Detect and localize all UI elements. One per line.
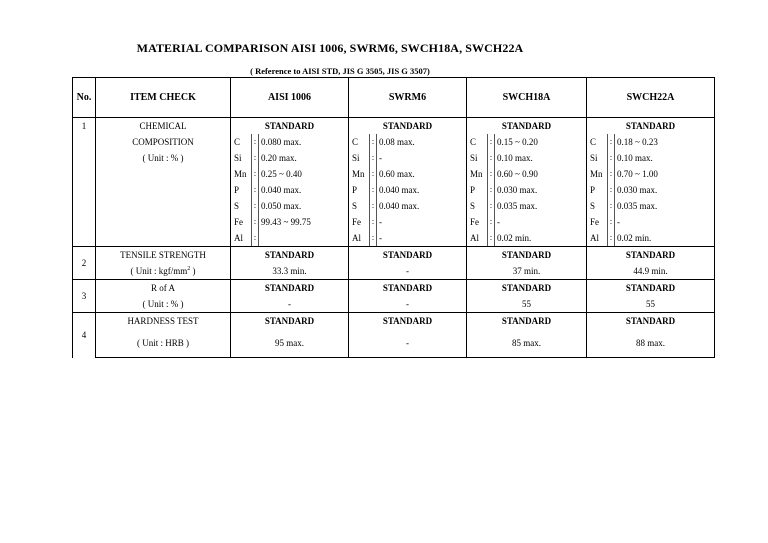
element-symbol: Mn [231, 166, 252, 182]
standard-label: STANDARD [231, 247, 349, 264]
element-value: 0.10 max. [497, 153, 533, 163]
table-row [73, 166, 715, 182]
row-number: 4 [73, 313, 96, 358]
table-row [73, 263, 715, 280]
item-label [96, 214, 231, 230]
composition-cell [467, 166, 587, 182]
table-row [73, 198, 715, 214]
header-material: AISI 1006 [231, 78, 349, 118]
item-label [96, 230, 231, 247]
element-separator: : [252, 134, 259, 150]
element-value: 0.040 max. [261, 185, 302, 195]
value-cell: 55 [587, 296, 715, 313]
item-label: R of A [96, 280, 231, 297]
element-separator: : [252, 198, 259, 214]
value-cell: 88 max. [587, 329, 715, 358]
standard-label: STANDARD [349, 247, 467, 264]
element-symbol: Si [587, 150, 608, 166]
element-symbol: Fe [231, 214, 252, 230]
element-separator: : [252, 230, 259, 246]
item-unit: ( Unit : % ) [96, 150, 231, 166]
value-cell: 95 max. [231, 329, 349, 358]
element-separator: : [252, 150, 259, 166]
element-symbol: Mn [349, 166, 370, 182]
element-symbol: Fe [467, 214, 488, 230]
element-separator: : [608, 134, 615, 150]
element-value: - [617, 217, 620, 227]
header-material: SWCH18A [467, 78, 587, 118]
composition-cell [587, 182, 715, 198]
element-value: - [379, 153, 382, 163]
element-value: 0.030 max. [617, 185, 658, 195]
element-symbol: Fe [349, 214, 370, 230]
item-sub-label: COMPOSITION [96, 134, 231, 150]
standard-label: STANDARD [587, 280, 715, 297]
element-value: 0.18 ~ 0.23 [617, 137, 658, 147]
standard-label: STANDARD [467, 247, 587, 264]
row-number: 2 [73, 247, 96, 280]
table-row [73, 247, 715, 264]
element-value: 0.02 min. [497, 233, 532, 243]
header-material: SWCH22A [587, 78, 715, 118]
element-symbol: Mn [467, 166, 488, 182]
element-symbol: Al [587, 230, 608, 246]
row-number [73, 134, 96, 150]
element-separator: : [488, 198, 495, 214]
element-value: 0.02 min. [617, 233, 652, 243]
table-row [73, 118, 715, 135]
table-row [73, 296, 715, 313]
item-label [96, 182, 231, 198]
row-number [73, 182, 96, 198]
composition-cell [231, 182, 349, 198]
element-separator: : [608, 150, 615, 166]
element-separator: : [488, 166, 495, 182]
standard-label: STANDARD [467, 313, 587, 330]
element-separator: : [488, 182, 495, 198]
composition-cell [467, 198, 587, 214]
row-number: 3 [73, 280, 96, 313]
element-value: 0.035 max. [497, 201, 538, 211]
element-value: 0.60 ~ 0.90 [497, 169, 538, 179]
composition-cell [587, 134, 715, 150]
element-value: 0.60 max. [379, 169, 415, 179]
row-number [73, 198, 96, 214]
element-symbol: C [231, 134, 252, 150]
row-number [73, 230, 96, 247]
element-value: 0.035 max. [617, 201, 658, 211]
element-separator: : [488, 230, 495, 246]
element-separator: : [252, 182, 259, 198]
page-title: MATERIAL COMPARISON AISI 1006, SWRM6, SWCH18A, SWCH22A [136, 41, 524, 55]
header-item-check: ITEM CHECK [96, 78, 231, 118]
table-row [73, 150, 715, 166]
element-separator: : [370, 182, 377, 198]
element-value: 0.080 max. [261, 137, 302, 147]
element-separator: : [370, 134, 377, 150]
element-separator: : [608, 230, 615, 246]
item-label: CHEMICAL [96, 118, 231, 135]
value-cell: - [231, 296, 349, 313]
standard-label: STANDARD [231, 280, 349, 297]
composition-cell [587, 166, 715, 182]
composition-cell [231, 198, 349, 214]
composition-cell [467, 150, 587, 166]
row-number [73, 214, 96, 230]
element-separator: : [370, 150, 377, 166]
value-cell: 37 min. [467, 263, 587, 280]
element-value: 0.10 max. [617, 153, 653, 163]
element-value: 0.25 ~ 0.40 [261, 169, 302, 179]
standard-label: STANDARD [349, 118, 467, 135]
element-separator: : [608, 214, 615, 230]
standard-label: STANDARD [587, 247, 715, 264]
element-symbol: Si [231, 150, 252, 166]
element-value: 99.43 ~ 99.75 [261, 217, 311, 227]
composition-cell [231, 166, 349, 182]
element-value: 0.20 max. [261, 153, 297, 163]
element-symbol: P [349, 182, 370, 198]
composition-cell [587, 150, 715, 166]
composition-cell [349, 182, 467, 198]
element-separator: : [488, 134, 495, 150]
composition-cell [231, 230, 349, 247]
element-symbol: Fe [587, 214, 608, 230]
value-cell: 85 max. [467, 329, 587, 358]
standard-label: STANDARD [587, 313, 715, 330]
composition-cell [349, 134, 467, 150]
table-row [73, 182, 715, 198]
item-label: TENSILE STRENGTH [96, 247, 231, 264]
value-cell: - [349, 263, 467, 280]
element-symbol: Al [467, 230, 488, 246]
element-value [259, 230, 348, 246]
table-row [73, 329, 715, 358]
element-separator: : [252, 214, 259, 230]
composition-cell [349, 198, 467, 214]
element-separator: : [252, 166, 259, 182]
composition-cell [231, 134, 349, 150]
element-separator: : [488, 150, 495, 166]
value-cell: 44.9 min. [587, 263, 715, 280]
composition-cell [587, 214, 715, 230]
element-separator: : [370, 230, 377, 246]
table-row [73, 313, 715, 330]
row-number [73, 150, 96, 166]
element-value: 0.040 max. [379, 185, 420, 195]
composition-cell [349, 166, 467, 182]
standard-label: STANDARD [467, 280, 587, 297]
standard-label: STANDARD [231, 118, 349, 135]
value-cell: 55 [467, 296, 587, 313]
element-value: 0.15 ~ 0.20 [497, 137, 538, 147]
unit-text: ) [190, 266, 196, 276]
element-symbol: P [467, 182, 488, 198]
table-row [73, 134, 715, 150]
element-symbol: S [587, 198, 608, 214]
page-subtitle: ( Reference to AISI STD, JIS G 3505, JIS G 3507) [250, 66, 430, 76]
composition-cell [467, 134, 587, 150]
unit-text: ( Unit : kgf/mm [130, 266, 188, 276]
table-header-row [73, 78, 715, 118]
composition-cell [467, 230, 587, 247]
unit-superscript: 2 [187, 266, 191, 272]
table-row [73, 280, 715, 297]
element-separator: : [370, 198, 377, 214]
item-unit: ( Unit : HRB ) [96, 329, 231, 358]
element-separator: : [370, 166, 377, 182]
element-separator: : [608, 166, 615, 182]
standard-label: STANDARD [231, 313, 349, 330]
composition-cell [231, 150, 349, 166]
element-value: 0.050 max. [261, 201, 302, 211]
header-material: SWRM6 [349, 78, 467, 118]
value-cell: - [349, 296, 467, 313]
composition-cell [587, 198, 715, 214]
item-label [96, 166, 231, 182]
standard-label: STANDARD [349, 313, 467, 330]
element-value: 0.08 max. [379, 137, 415, 147]
element-symbol: C [349, 134, 370, 150]
standard-label: STANDARD [467, 118, 587, 135]
item-label: HARDNESS TEST [96, 313, 231, 330]
element-value: - [379, 217, 382, 227]
composition-cell [349, 214, 467, 230]
comparison-table [72, 77, 715, 358]
element-symbol: S [467, 198, 488, 214]
value-cell: 33.3 min. [231, 263, 349, 280]
standard-label: STANDARD [349, 280, 467, 297]
element-separator: : [370, 214, 377, 230]
element-symbol: Al [349, 230, 370, 246]
element-separator: : [488, 214, 495, 230]
composition-cell [587, 230, 715, 247]
value-cell: - [349, 329, 467, 358]
element-symbol: Al [231, 230, 252, 246]
composition-cell [467, 214, 587, 230]
element-symbol: S [231, 198, 252, 214]
element-value: - [379, 233, 382, 243]
element-symbol: C [467, 134, 488, 150]
table-row [73, 230, 715, 247]
element-separator: : [608, 182, 615, 198]
item-unit [96, 263, 231, 280]
element-value: 0.70 ~ 1.00 [617, 169, 658, 179]
item-unit: ( Unit : % ) [96, 296, 231, 313]
element-separator: : [608, 198, 615, 214]
element-symbol: S [349, 198, 370, 214]
element-value: 0.030 max. [497, 185, 538, 195]
composition-cell [467, 182, 587, 198]
composition-cell [349, 230, 467, 247]
composition-cell [231, 214, 349, 230]
standard-label: STANDARD [587, 118, 715, 135]
element-symbol: P [587, 182, 608, 198]
element-symbol: P [231, 182, 252, 198]
composition-cell [349, 150, 467, 166]
header-no: No. [73, 78, 96, 118]
row-number [73, 166, 96, 182]
element-symbol: C [587, 134, 608, 150]
element-value: - [497, 217, 500, 227]
element-symbol: Si [349, 150, 370, 166]
table-row [73, 214, 715, 230]
item-label [96, 198, 231, 214]
row-number: 1 [73, 118, 96, 135]
element-symbol: Si [467, 150, 488, 166]
element-symbol: Mn [587, 166, 608, 182]
element-value: 0.040 max. [379, 201, 420, 211]
